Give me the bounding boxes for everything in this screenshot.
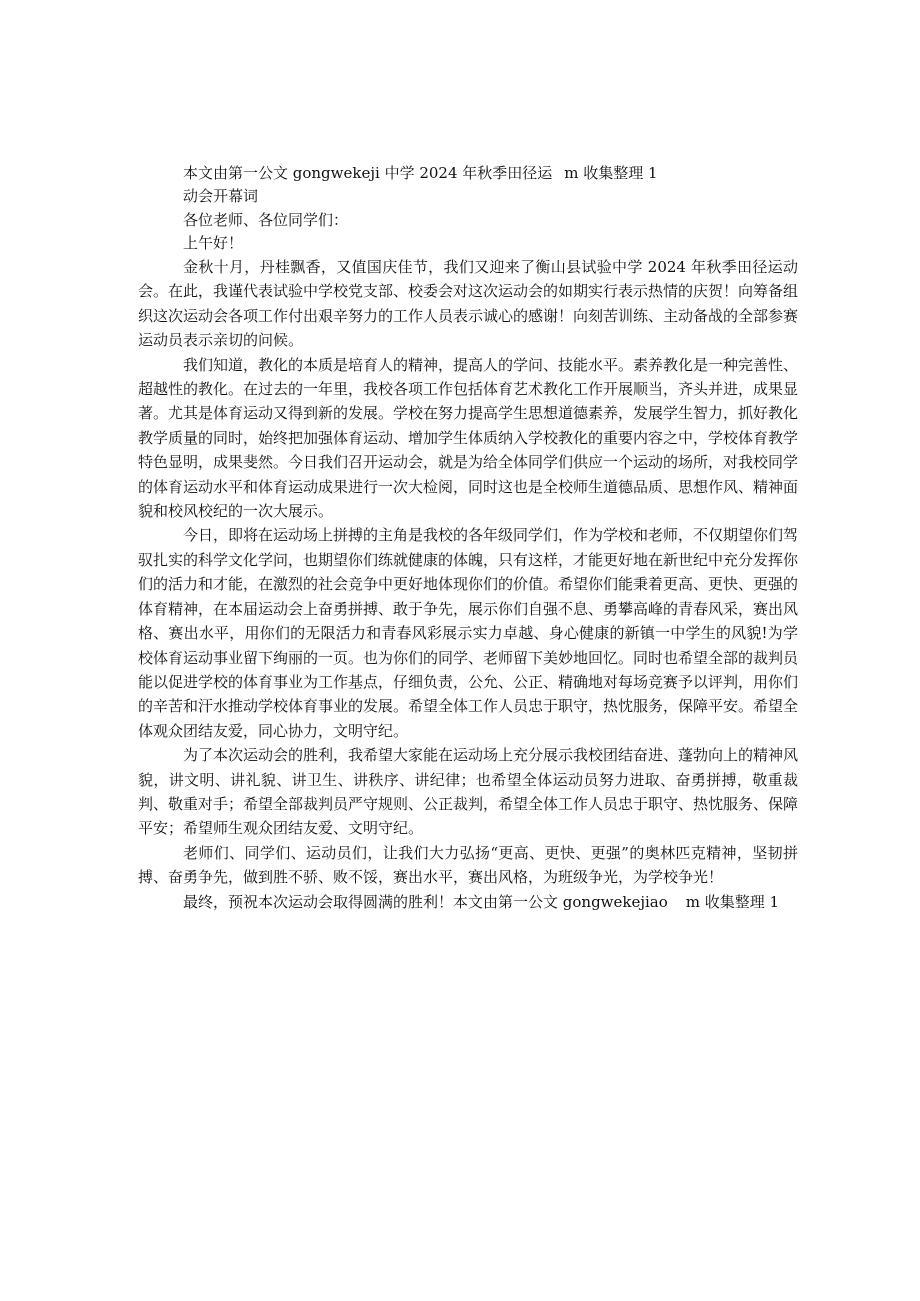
paragraph-olympic-spirit: 老师们、同学们、运动员们，让我们大力弘扬“更高、更快、更强”的奥林匹克精神，坚韧拼搏、奋勇争先，做到胜不骄、败不馁，赛出水平，赛出风格，为班级争光，为学校争光！ bbox=[138, 843, 798, 887]
greeting: 上午好！ bbox=[183, 234, 244, 252]
paragraph-athletes: 今日，即将在运动场上拼搏的主角是我校的各年级同学们，作为学校和老师，不仅期望你们驾驭扎实的科学文化学问，也期望你们练就健康的体魄，只有这样，才能更好地在新世纪中充分发挥你们的活力和才能，在激烈的社会竞争中更好地体现你们的价值。希望你们能秉着更高、更快、更强的体育精神，在本届运动会上奋勇拼搏、敢于争先，展示你们自强不息、勇攀高峰的青春风采，赛出风格、赛出水平，用你们的无限活力和青春风彩展示实力卓越、身心健康的新镇一中学生的风貌!为学校体育运动事业留下绚丽的一页。也为你们的同学、老师留下美妙地回忆。同时也希望全部的裁判员能以促进学校的体育事业为工作基点，仔细负责，公允、公正、精确地对每场竞赛予以评判，用你们的辛苦和汗水推动学校体育事业的发展。希望全体工作人员忠于职守，热忱服务，保障平安。希望全体观众团结友爱，同心协力，文明守纪。 bbox=[138, 526, 799, 740]
paragraph-education: 我们知道，教化的本质是培育人的精神，提高人的学问、技能水平。素养教化是一种完善性、超越性的教化。在过去的一年里，我校各项工作包括体育艺术教化工作开展顺当，齐头并进，成果显著。尤其是体育运动又得到新的发展。学校在努力提高学生思想道德素养，发展学生智力，抓好教化教学质量的同时，始终把加强体育运动、增加学生体质纳入学校教化的重要内容之中，学校体育教学特色显明，成果斐然。今日我们召开运动会，就是为给全体同学们供应一个运动的场所，对我校同学的体育运动水平和体育运动成果进行一次大检阅，同时这也是全校师生道德品质、思想作风、精神面貌和校风校纪的一次大展示。 bbox=[138, 355, 799, 521]
closing-text: 最终，预祝本次运动会取得圆满的胜利！本文由第一公文 gongwekejiao bbox=[183, 892, 668, 911]
speech-body bbox=[138, 255, 798, 914]
source-line-text: 本文由第一公文 gongwekeji 中学 2024 年秋季田径运 bbox=[183, 164, 553, 182]
closing-suffix: m 收集整理 1 bbox=[685, 892, 780, 911]
salutation: 各位老师、各位同学们： bbox=[183, 211, 349, 229]
document-source-line bbox=[183, 162, 658, 185]
document-title: 动会开幕词 bbox=[183, 187, 259, 205]
paragraph-closing bbox=[138, 890, 798, 914]
paragraph-opening: 金秋十月，丹桂飘香，又值国庆佳节，我们又迎来了衡山县试验中学 2024 年秋季田径运动会。在此，我谨代表试验中学校党支部、校委会对这次运动会的如期实行表示热情的庆贺！向筹备组织这次运动会各项工作付出艰辛努力的工作人员表示诚心的感谢！向刻苦训练、主动备战的全部参赛运动员表示亲切的问候。 bbox=[138, 258, 799, 350]
paragraph-hopes: 为了本次运动会的胜利，我希望大家能在运动场上充分展示我校团结奋进、蓬勃向上的精神风貌，讲文明、讲礼貌、讲卫生、讲秩序、讲纪律；也希望全体运动员努力进取、奋勇拼搏，敬重裁判、敬重对手；希望全部裁判员严守规则、公正裁判，希望全体工作人员忠于职守、热忱服务、保障平安；希望师生观众团结友爱、文明守纪。 bbox=[138, 746, 799, 838]
source-line-suffix: m 收集整理 1 bbox=[564, 164, 658, 182]
